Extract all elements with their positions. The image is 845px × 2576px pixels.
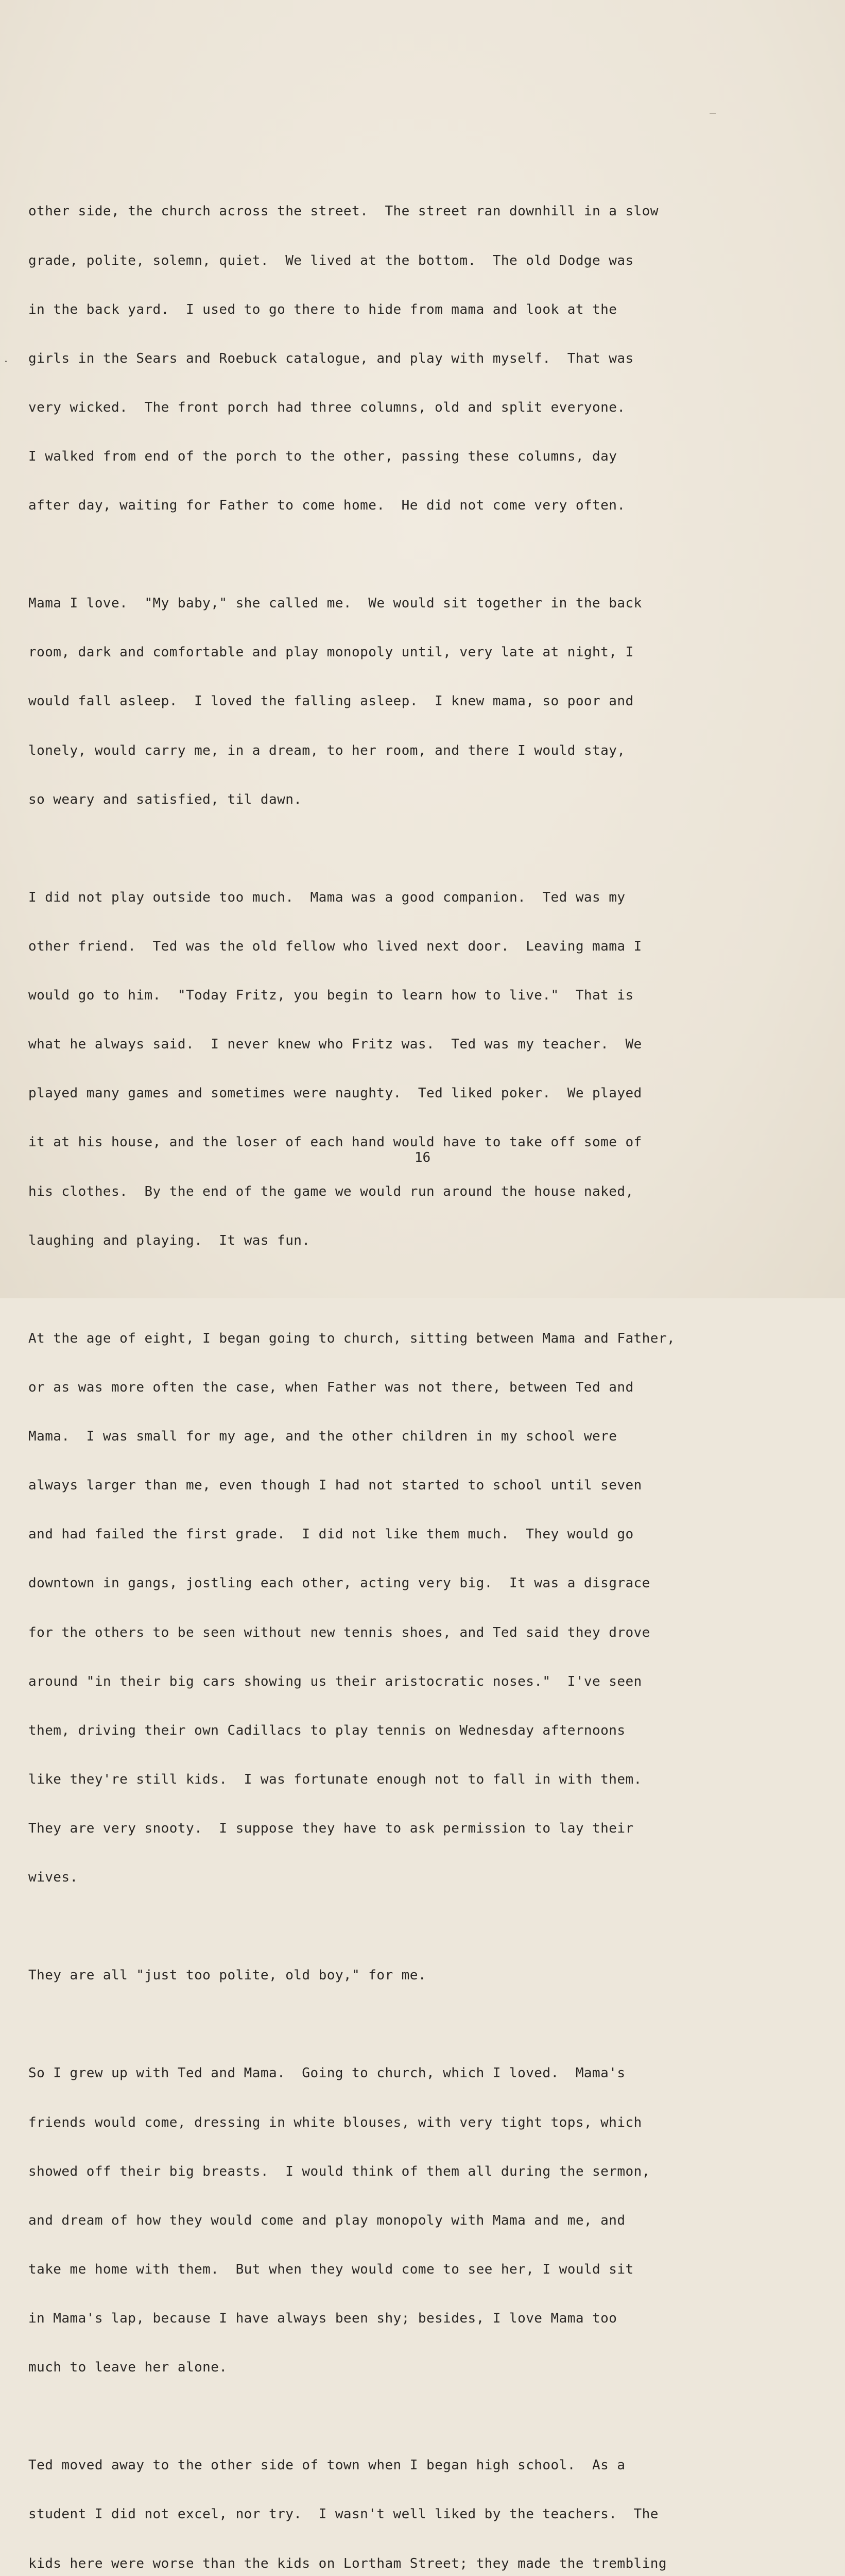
text-line: much to leave her alone. [28,2360,228,2376]
paragraph-6 [28,2033,832,2409]
text-line: and had failed the first grade. I did not like them much. They would go [28,1527,634,1543]
text-line: laughing and playing. It was fun. [28,1232,311,1248]
text-line: take me home with them. But when they would come to see her, I would sit [28,2261,634,2277]
text-line: for the others to be seen without new tennis shoes, and Ted said they drove [28,1624,650,1640]
text-line: other friend. Ted was the old fellow who lived next door. Leaving mama I [28,939,642,955]
text-line: kids here were worse than the kids on Lortham Street; they made the trembling [28,2555,667,2571]
text-line: lonely, would carry me, in a dream, to her room, and there I would stay, [28,742,626,758]
text-line: room, dark and comfortable and play monopoly until, very late at night, I [28,645,634,660]
paragraph-5 [28,1935,832,2017]
text-line: friends would come, dressing in white blouses, with very tight tops, which [28,2114,642,2130]
paragraph-7 [28,2425,832,2576]
paragraph-2 [28,563,832,841]
text-line: downtown in gangs, jostling each other, acting very big. It was a disgrace [28,1575,650,1591]
paragraph-3 [28,857,832,1282]
text-line: it at his house, and the loser of each hand would have to take off some of [28,1134,642,1150]
text-line: his clothes. By the end of the game we would run around the house naked, [28,1183,634,1199]
text-line: so weary and satisfied, til dawn. [28,791,302,807]
text-line: At the age of eight, I began going to church, sitting between Mama and Father, [28,1330,676,1346]
text-line: played many games and sometimes were naughty. Ted liked poker. We played [28,1086,642,1101]
text-line: around "in their big cars showing us their aristocratic noses." I've seen [28,1673,642,1689]
text-line: student I did not excel, nor try. I wasn't well liked by the teachers. The [28,2506,659,2522]
text-line: would fall asleep. I loved the falling asleep. I knew mama, so poor and [28,693,634,709]
text-line: showed off their big breasts. I would think of them all during the sermon, [28,2163,650,2179]
text-line: like they're still kids. I was fortunate enough not to fall in with them. [28,1771,642,1787]
paragraph-1 [28,171,832,547]
text-line: Mama I love. "My baby," she called me. We would sit together in the back [28,596,642,612]
text-line: grade, polite, solemn, quiet. We lived at the bottom. The old Dodge was [28,252,634,268]
text-line: or as was more often the case, when Father was not there, between Ted and [28,1379,634,1395]
page-number: 16 [414,1150,431,1165]
text-line: always larger than me, even though I had not started to school until seven [28,1478,642,1494]
text-line: would go to him. "Today Fritz, you begin to learn how to live." That is [28,988,634,1004]
text-line: I did not play outside too much. Mama was a good companion. Ted was my [28,889,626,905]
text-line: Ted moved away to the other side of town when I began high school. As a [28,2458,626,2473]
text-line: what he always said. I never knew who Fritz was. Ted was my teacher. We [28,1037,642,1053]
text-line: So I grew up with Ted and Mama. Going to church, which I loved. Mama's [28,2065,626,2081]
text-line: They are very snooty. I suppose they have to ask permission to lay their [28,1820,634,1836]
text-line: I walked from end of the porch to the other, passing these columns, day [28,448,617,464]
text-line: girls in the Sears and Roebuck catalogue, and play with myself. That was [28,350,634,366]
text-line: Mama. I was small for my age, and the other children in my school were [28,1429,617,1445]
text-line: in Mama's lap, because I have always been shy; besides, I love Mama too [28,2311,617,2327]
text-line: They are all "just too polite, old boy," for me. [28,1968,426,1984]
text-line: wives. [28,1870,78,1886]
text-line: very wicked. The front porch had three columns, old and split everyone. [28,399,626,415]
scan-mark [710,113,716,114]
text-line: other side, the church across the street. The street ran downhill in a slow [28,204,659,219]
margin-mark [5,361,7,362]
body-text [28,171,832,2576]
text-line: after day, waiting for Father to come home. He did not come very often. [28,498,626,514]
text-line: and dream of how they would come and play monopoly with Mama and me, and [28,2212,626,2228]
text-line: in the back yard. I used to go there to hide from mama and look at the [28,301,617,317]
paragraph-4 [28,1298,832,1919]
text-line: them, driving their own Cadillacs to play tennis on Wednesday afternoons [28,1722,626,1738]
